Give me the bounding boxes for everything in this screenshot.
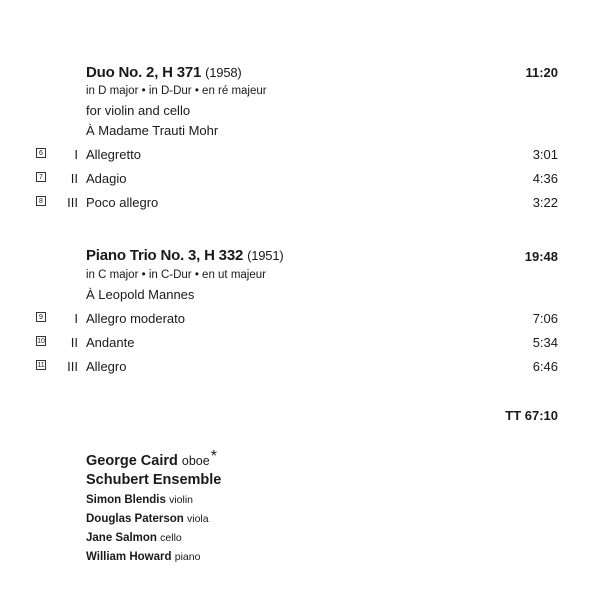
track-number: 10 — [37, 338, 45, 345]
work-title-text: Piano Trio No. 3, H 332 — [86, 247, 244, 264]
track-number: 11 — [37, 362, 45, 369]
soloist-name: George Caird — [86, 453, 178, 469]
movement-numeral: I — [74, 147, 78, 162]
movement-title: Allegro moderato — [86, 311, 185, 326]
member-instrument: viola — [186, 513, 209, 525]
work-title-duo — [86, 64, 242, 81]
track-number: 9 — [36, 312, 46, 322]
movement-numeral: III — [67, 195, 78, 210]
work-key: in D major • in D-Dur • en ré majeur — [86, 85, 267, 97]
soloist-instrument: oboe — [181, 454, 210, 468]
ensemble-member — [86, 551, 200, 563]
ensemble-member — [86, 494, 193, 506]
ensemble-name: Schubert Ensemble — [86, 472, 222, 488]
footnote-asterisk: * — [210, 448, 217, 465]
movement-time: 7:06 — [532, 311, 558, 326]
movement-time: 4:36 — [532, 171, 558, 186]
movement-title: Allegro — [86, 359, 127, 374]
movement-numeral: II — [70, 335, 78, 350]
track-number: 8 — [36, 196, 46, 206]
movement-title: Adagio — [86, 171, 127, 186]
work-duration: 11:20 — [525, 65, 558, 80]
work-title-trio — [86, 247, 283, 264]
member-name: Simon Blendis — [86, 494, 166, 506]
member-instrument: piano — [174, 551, 201, 563]
member-name: Jane Salmon — [86, 532, 157, 544]
member-instrument: violin — [169, 494, 194, 506]
movement-numeral: III — [67, 359, 78, 374]
ensemble-member — [86, 513, 209, 525]
movement-time: 3:22 — [532, 195, 558, 210]
movement-numeral: I — [74, 311, 78, 326]
track-number: 7 — [36, 172, 46, 182]
work-dedication: À Madame Trauti Mohr — [86, 123, 219, 138]
movement-title: Allegretto — [86, 147, 141, 162]
work-year: (1958) — [205, 65, 242, 80]
work-key: in C major • in C-Dur • en ut majeur — [86, 269, 266, 281]
member-instrument: cello — [160, 532, 182, 544]
work-duration: 19:48 — [524, 249, 558, 264]
total-time: TT 67:10 — [505, 408, 558, 423]
movement-time: 3:01 — [532, 147, 558, 162]
movement-time: 6:46 — [532, 359, 558, 374]
ensemble-member — [86, 532, 182, 544]
work-dedication: À Leopold Mannes — [86, 287, 195, 302]
member-name: William Howard — [86, 551, 172, 563]
movement-title: Poco allegro — [86, 195, 159, 210]
member-name: Douglas Paterson — [86, 513, 184, 525]
work-year: (1951) — [247, 248, 284, 263]
soloist — [86, 448, 217, 469]
work-title-text: Duo No. 2, H 371 — [86, 64, 202, 81]
work-scoring: for violin and cello — [86, 103, 191, 118]
track-number: 6 — [36, 148, 46, 158]
movement-time: 5:34 — [532, 335, 558, 350]
movement-numeral: II — [70, 171, 78, 186]
movement-title: Andante — [86, 335, 135, 350]
